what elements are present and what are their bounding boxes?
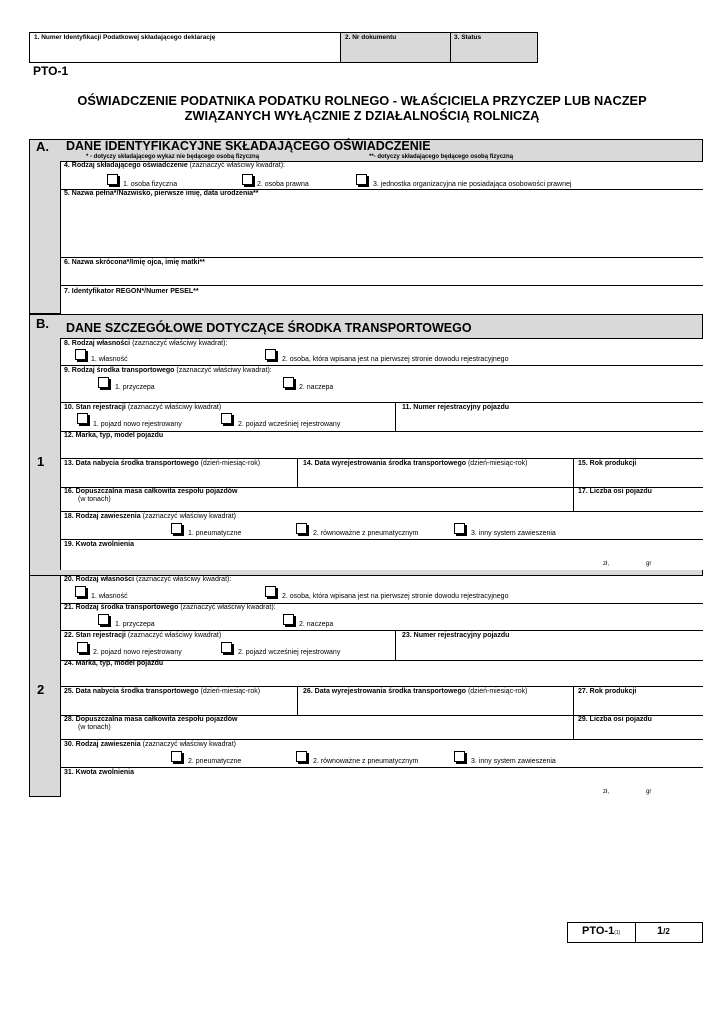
v2-gr: gr: [646, 789, 652, 795]
section-a-note2: **- dotyczy składającego będącego osobą fizyczną: [369, 154, 514, 160]
doc-number-label: 2. Nr dokumentu: [345, 34, 397, 41]
v1-own-opt1: 1. własność: [91, 356, 128, 363]
v1-type-checkbox-1[interactable]: [98, 377, 109, 388]
f5-field[interactable]: [60, 189, 703, 257]
v2-susp-opt2: 2. równoważne z pneumatycznym: [313, 758, 419, 765]
vehicle2-number: 2: [37, 682, 45, 697]
v2-reg-label: 22. Stan rejestracji (zaznaczyć właściwy kwadrat): [64, 632, 222, 639]
page-number: 1/2: [657, 925, 670, 937]
v1-reg-opt2: 2. pojazd wcześniej rejestrowany: [238, 421, 341, 428]
v1-zl: zł,: [603, 561, 609, 567]
v2-reg-opt1: 2. pojazd nowo rejestrowany: [93, 649, 182, 656]
v2-own-opt1: 1. własność: [91, 593, 128, 600]
v2-own-opt2: 2. osoba, która wpisana jest na pierwszej stronie dowodu rejestracyjnego: [282, 593, 509, 600]
v2-exempt-label: 31. Kwota zwolnienia: [64, 769, 135, 776]
v1-reg-checkbox-2[interactable]: [221, 413, 232, 424]
v1-susp-label: 18. Rodzaj zawieszenia (zaznaczyć właściwy kwadrat): [64, 513, 236, 520]
f6-label: 6. Nazwa skrócona*/Imię ojca, imię matki**: [64, 259, 205, 266]
v2-acq-label: 25. Data nabycia środka transportowego (dzień-miesiąc-rok): [64, 688, 261, 695]
f4-checkbox-1[interactable]: [107, 174, 118, 185]
v1-exempt-label: 19. Kwota zwolnienia: [64, 541, 135, 548]
form-code: PTO-1: [33, 64, 69, 78]
v1-susp-checkbox-2[interactable]: [296, 523, 307, 534]
f4-opt1: 1. osoba fizyczna: [123, 181, 178, 188]
v2-reg-checkbox-1[interactable]: [77, 642, 88, 653]
v2-mass-label: 28. Dopuszczalna masa całkowita zespołu pojazdów: [64, 716, 238, 723]
nip-label: 1. Numer Identyfikacji Podatkowej składającego deklarację: [34, 34, 216, 41]
v1-type-opt2: 2. naczepa: [299, 384, 334, 391]
f4-checkbox-3[interactable]: [356, 174, 367, 185]
v1-susp-checkbox-3[interactable]: [454, 523, 465, 534]
vehicle1-number: 1: [37, 454, 45, 469]
v1-regno-label: 11. Numer rejestracyjny pojazdu: [402, 404, 509, 411]
section-a-letter: A.: [36, 139, 49, 154]
f4-label: 4. Rodzaj składającego oświadczenie (zaznaczyć właściwy kwadrat):: [64, 162, 285, 169]
section-a-title: DANE IDENTYFIKACYJNE SKŁADAJĄCEGO OŚWIADCZENIE: [66, 139, 431, 153]
v2-susp-checkbox-1[interactable]: [171, 751, 182, 762]
v1-ownership-label: 8. Rodzaj własności (zaznaczyć właściwy kwadrat):: [64, 340, 228, 347]
f5-label: 5. Nazwa pełna*/Nazwisko, pierwsze imię, data urodzenia**: [64, 190, 259, 197]
v2-susp-label: 30. Rodzaj zawieszenia (zaznaczyć właściwy kwadrat): [64, 741, 236, 748]
section-b-letter: B.: [36, 316, 49, 331]
v2-zl: zł,: [603, 789, 609, 795]
v2-type-label: 21. Rodzaj środka transportowego (zaznaczyć właściwy kwadrat):: [64, 604, 276, 611]
v2-own-checkbox-2[interactable]: [265, 586, 276, 597]
v1-susp-opt3: 3. inny system zawieszenia: [471, 530, 556, 537]
v1-acq-label: 13. Data nabycia środka transportowego (dzień-miesiąc-rok): [64, 460, 261, 467]
f7-label: 7. Identyfikator REGON*/Numer PESEL**: [64, 288, 199, 295]
v1-susp-opt2: 2. równoważne z pneumatycznym: [313, 530, 419, 537]
v2-susp-checkbox-2[interactable]: [296, 751, 307, 762]
v1-susp-opt1: 1. pneumatyczne: [188, 530, 242, 537]
f4-opt3: 3. jednostka organizacyjna nie posiadająca osobowości prawnej: [373, 181, 572, 188]
v2-axles-label: 29. Liczba osi pojazdu: [578, 716, 652, 723]
v2-reg-opt2: 2. pojazd wcześniej rejestrowany: [238, 649, 341, 656]
v2-dereg-label: 26. Data wyrejestrowania środka transportowego (dzień-miesiąc-rok): [303, 688, 528, 695]
v2-year-label: 27. Rok produkcji: [578, 688, 637, 695]
v1-own-checkbox-1[interactable]: [75, 349, 86, 360]
page-title-line1: OŚWIADCZENIE PODATNIKA PODATKU ROLNEGO - WŁAŚCICIELA PRZYCZEP LUB NACZEP: [77, 93, 647, 108]
section-b-title: DANE SZCZEGÓŁOWE DOTYCZĄCE ŚRODKA TRANSPORTOWEGO: [66, 321, 472, 335]
v2-type-opt1: 1. przyczepa: [115, 621, 155, 628]
v2-susp-checkbox-3[interactable]: [454, 751, 465, 762]
v2-susp-opt3: 3. inny system zawieszenia: [471, 758, 556, 765]
v1-gr: gr: [646, 561, 652, 567]
v1-reg-checkbox-1[interactable]: [77, 413, 88, 424]
v2-type-checkbox-1[interactable]: [98, 614, 109, 625]
v1-mass-unit: (w tonach): [78, 496, 111, 503]
v2-make-label: 24. Marka, typ, model pojazdu: [64, 660, 164, 667]
v1-mass-label: 16. Dopuszczalna masa całkowita zespołu pojazdów: [64, 488, 238, 495]
v1-reg-opt1: 1. pojazd nowo rejestrowany: [93, 421, 182, 428]
footer-form-code: PTO-1(1): [582, 925, 621, 937]
v1-type-opt1: 1. przyczepa: [115, 384, 155, 391]
f4-checkbox-2[interactable]: [242, 174, 253, 185]
v2-ownership-label: 20. Rodzaj własności (zaznaczyć właściwy kwadrat):: [64, 576, 232, 583]
page-title-line2: ZWIĄZANYCH WYŁĄCZNIE Z DZIAŁALNOŚCIĄ ROLNICZĄ: [184, 108, 540, 123]
v1-type-checkbox-2[interactable]: [283, 377, 294, 388]
v2-mass-unit: (w tonach): [78, 724, 111, 731]
v2-type-opt2: 2. naczepa: [299, 621, 334, 628]
v1-reg-label: 10. Stan rejestracji (zaznaczyć właściwy kwadrat): [64, 404, 222, 411]
v1-make-label: 12. Marka, typ, model pojazdu: [64, 432, 164, 439]
v1-own-opt2: 2. osoba, która wpisana jest na pierwszej stronie dowodu rejestracyjnego: [282, 356, 509, 363]
f4-opt2: 2. osoba prawna: [257, 181, 309, 188]
v1-type-label: 9. Rodzaj środka transportowego (zaznaczyć właściwy kwadrat):: [64, 367, 272, 374]
v2-regno-label: 23. Numer rejestracyjny pojazdu: [402, 632, 510, 639]
v1-dereg-label: 14. Data wyrejestrowania środka transportowego (dzień-miesiąc-rok): [303, 460, 528, 467]
v1-susp-checkbox-1[interactable]: [171, 523, 182, 534]
v2-own-checkbox-1[interactable]: [75, 586, 86, 597]
v2-reg-checkbox-2[interactable]: [221, 642, 232, 653]
status-label: 3. Status: [454, 34, 482, 41]
v2-type-checkbox-2[interactable]: [283, 614, 294, 625]
v2-susp-opt1: 2. pneumatyczne: [188, 758, 242, 765]
v1-axles-label: 17. Liczba osi pojazdu: [578, 488, 652, 495]
v1-year-label: 15. Rok produkcji: [578, 460, 637, 467]
section-a-note1: * - dotyczy składającego wykaz nie będącego osobą fizyczną: [86, 154, 260, 160]
v1-own-checkbox-2[interactable]: [265, 349, 276, 360]
